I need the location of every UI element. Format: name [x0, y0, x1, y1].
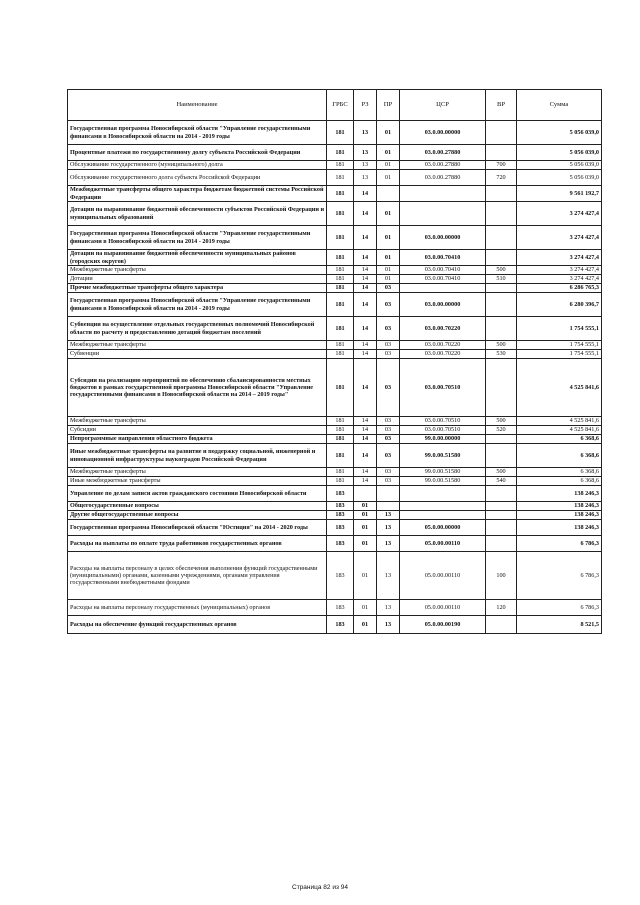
- cell-grbs: 181: [327, 226, 354, 250]
- cell-vr: [486, 435, 517, 444]
- cell-pr: [377, 486, 400, 502]
- cell-name: Межбюджетные трансферты: [68, 341, 327, 350]
- cell-vr: [486, 317, 517, 341]
- cell-rz: 01: [354, 502, 377, 511]
- cell-sum: 3 274 427,4: [517, 202, 602, 226]
- header-name: Наименование: [68, 90, 327, 121]
- cell-name: Непрограммные направления областного бюджета: [68, 435, 327, 444]
- cell-sum: 5 056 039,0: [517, 170, 602, 186]
- table-row: [68, 186, 602, 202]
- cell-rz: 13: [354, 145, 377, 161]
- cell-grbs: 181: [327, 435, 354, 444]
- cell-pr: 01: [377, 121, 400, 145]
- table-row: [68, 350, 602, 359]
- cell-sum: 6 786,3: [517, 600, 602, 616]
- cell-vr: 510: [486, 275, 517, 284]
- cell-sum: 5 056 039,0: [517, 161, 602, 170]
- cell-rz: 14: [354, 350, 377, 359]
- table-row: [68, 121, 602, 145]
- cell-vr: 100: [486, 552, 517, 600]
- cell-name: Общегосударственные вопросы: [68, 502, 327, 511]
- cell-csr: 05.0.00.00110: [400, 536, 486, 552]
- table-row: [68, 417, 602, 426]
- cell-csr: 99.0.00.51580: [400, 444, 486, 468]
- cell-vr: [486, 616, 517, 634]
- cell-rz: 14: [354, 426, 377, 435]
- cell-csr: 05.0.00.00110: [400, 552, 486, 600]
- cell-csr: 03.0.00.27880: [400, 145, 486, 161]
- cell-name: Государственная программа Новосибирской области "Управление государственными финансами в Новосибирской области на 2014 - 2019 годы: [68, 121, 327, 145]
- cell-rz: 14: [354, 359, 377, 417]
- cell-pr: 01: [377, 226, 400, 250]
- cell-vr: 520: [486, 426, 517, 435]
- cell-pr: 03: [377, 468, 400, 477]
- cell-rz: 14: [354, 417, 377, 426]
- cell-rz: 14: [354, 468, 377, 477]
- cell-rz: 14: [354, 317, 377, 341]
- cell-sum: 6 280 396,7: [517, 293, 602, 317]
- cell-name: Дотации на выравнивание бюджетной обеспеченности субъектов Российской Федерации и муниципальных образований: [68, 202, 327, 226]
- cell-pr: [377, 186, 400, 202]
- cell-rz: [354, 486, 377, 502]
- cell-sum: 138 246,3: [517, 502, 602, 511]
- cell-name: Обслуживание государственного (муниципального) долга: [68, 161, 327, 170]
- cell-name: Процентные платежи по государственному долгу субъекта Российской Федерации: [68, 145, 327, 161]
- cell-name: Государственная программа Новосибирской области "Юстиция" на 2014 - 2020 годы: [68, 520, 327, 536]
- cell-sum: 5 056 039,0: [517, 145, 602, 161]
- cell-rz: 01: [354, 616, 377, 634]
- table-row: [68, 616, 602, 634]
- cell-rz: 14: [354, 341, 377, 350]
- cell-grbs: 183: [327, 486, 354, 502]
- cell-name: Расходы на обеспечение функций государственных органов: [68, 616, 327, 634]
- cell-name: Дотации на выравнивание бюджетной обеспеченности муниципальных районов (городских округов): [68, 250, 327, 266]
- cell-vr: 120: [486, 600, 517, 616]
- cell-rz: 14: [354, 266, 377, 275]
- cell-name: Субсидии: [68, 426, 327, 435]
- page-number: Страница 82 из 94: [292, 884, 348, 891]
- cell-pr: 01: [377, 145, 400, 161]
- cell-pr: 03: [377, 350, 400, 359]
- table-row: [68, 202, 602, 226]
- cell-grbs: 181: [327, 266, 354, 275]
- cell-sum: 9 561 192,7: [517, 186, 602, 202]
- cell-grbs: 181: [327, 275, 354, 284]
- cell-csr: 03.0.00.70220: [400, 317, 486, 341]
- cell-grbs: 181: [327, 359, 354, 417]
- cell-grbs: 181: [327, 121, 354, 145]
- table-row: [68, 444, 602, 468]
- cell-sum: 3 274 427,4: [517, 266, 602, 275]
- table-row: [68, 293, 602, 317]
- cell-csr: [400, 486, 486, 502]
- cell-name: Государственная программа Новосибирской области "Управление государственными финансами в Новосибирской области на 2014 - 2019 годы: [68, 226, 327, 250]
- cell-csr: 03.0.00.70410: [400, 266, 486, 275]
- cell-csr: 03.0.00.70220: [400, 341, 486, 350]
- cell-sum: 1 754 555,1: [517, 317, 602, 341]
- cell-name: Межбюджетные трансферты: [68, 468, 327, 477]
- cell-pr: 03: [377, 444, 400, 468]
- cell-rz: 14: [354, 202, 377, 226]
- cell-name: Управление по делам записи актов гражданского состояния Новосибирской области: [68, 486, 327, 502]
- cell-pr: 03: [377, 435, 400, 444]
- table-row: [68, 520, 602, 536]
- cell-name: Государственная программа Новосибирской области "Управление государственными финансами в Новосибирской области на 2014 - 2019 годы: [68, 293, 327, 317]
- cell-pr: 03: [377, 284, 400, 293]
- cell-grbs: 181: [327, 426, 354, 435]
- cell-grbs: 181: [327, 444, 354, 468]
- cell-pr: 13: [377, 600, 400, 616]
- cell-rz: 01: [354, 600, 377, 616]
- cell-vr: [486, 486, 517, 502]
- cell-grbs: 181: [327, 477, 354, 486]
- cell-csr: 99.0.00.00000: [400, 435, 486, 444]
- cell-grbs: 181: [327, 417, 354, 426]
- cell-name: Иные межбюджетные трансферты на развитие и поддержку социальной, инженерной и инновационной инфраструктуры наукоградов Российской Федерации: [68, 444, 327, 468]
- cell-sum: 5 056 039,0: [517, 121, 602, 145]
- cell-grbs: 183: [327, 511, 354, 520]
- cell-rz: 14: [354, 186, 377, 202]
- table-row: [68, 170, 602, 186]
- cell-csr: 03.0.00.00000: [400, 121, 486, 145]
- cell-pr: 13: [377, 536, 400, 552]
- budget-table: [67, 89, 602, 634]
- table-row: [68, 536, 602, 552]
- cell-vr: [486, 444, 517, 468]
- cell-csr: 03.0.00.70220: [400, 350, 486, 359]
- cell-grbs: 183: [327, 536, 354, 552]
- cell-csr: 03.0.00.27880: [400, 170, 486, 186]
- header-sum: Сумма: [517, 90, 602, 121]
- cell-rz: 14: [354, 284, 377, 293]
- table-row: [68, 435, 602, 444]
- cell-vr: [486, 536, 517, 552]
- cell-grbs: 183: [327, 502, 354, 511]
- table-row: [68, 284, 602, 293]
- cell-vr: 540: [486, 477, 517, 486]
- cell-rz: 14: [354, 435, 377, 444]
- cell-name: Расходы на выплаты персоналу государственных (муниципальных) органов: [68, 600, 327, 616]
- cell-sum: 3 274 427,4: [517, 275, 602, 284]
- table-body: [68, 121, 602, 634]
- cell-rz: 14: [354, 293, 377, 317]
- cell-vr: 500: [486, 417, 517, 426]
- table-row: [68, 266, 602, 275]
- cell-pr: 01: [377, 250, 400, 266]
- cell-csr: 03.0.00.70510: [400, 359, 486, 417]
- table-row: [68, 600, 602, 616]
- header-vr: ВР: [486, 90, 517, 121]
- cell-csr: 99.0.00.51580: [400, 468, 486, 477]
- cell-vr: [486, 520, 517, 536]
- cell-vr: 500: [486, 468, 517, 477]
- cell-name: Субсидии на реализацию мероприятий по обеспечению сбалансированности местных бюджетов в рамках государственной программы Новосибирской области "Управление государственными финансами в Новосибирской области на 2014 – 2019 годы": [68, 359, 327, 417]
- cell-grbs: 181: [327, 145, 354, 161]
- cell-sum: 6 368,6: [517, 477, 602, 486]
- cell-csr: 03.0.00.00000: [400, 293, 486, 317]
- cell-name: Прочие межбюджетные трансферты общего характера: [68, 284, 327, 293]
- cell-grbs: 181: [327, 186, 354, 202]
- cell-name: Иные межбюджетные трансферты: [68, 477, 327, 486]
- cell-rz: 14: [354, 275, 377, 284]
- header-pr: ПР: [377, 90, 400, 121]
- header-csr: ЦСР: [400, 90, 486, 121]
- cell-vr: [486, 250, 517, 266]
- cell-grbs: 181: [327, 161, 354, 170]
- cell-vr: [486, 502, 517, 511]
- cell-name: Обслуживание государственного долга субъекта Российской Федерации: [68, 170, 327, 186]
- cell-pr: 03: [377, 426, 400, 435]
- cell-vr: [486, 145, 517, 161]
- cell-name: Межбюджетные трансферты: [68, 266, 327, 275]
- table-row: [68, 502, 602, 511]
- table-row: [68, 250, 602, 266]
- cell-sum: 1 754 555,1: [517, 341, 602, 350]
- cell-rz: 01: [354, 552, 377, 600]
- cell-rz: 13: [354, 170, 377, 186]
- cell-rz: 01: [354, 520, 377, 536]
- cell-csr: 03.0.00.00000: [400, 226, 486, 250]
- cell-csr: [400, 186, 486, 202]
- cell-grbs: 181: [327, 293, 354, 317]
- cell-vr: [486, 186, 517, 202]
- cell-grbs: 181: [327, 350, 354, 359]
- cell-csr: 03.0.00.70510: [400, 417, 486, 426]
- cell-name: Дотации: [68, 275, 327, 284]
- cell-vr: 530: [486, 350, 517, 359]
- cell-vr: 500: [486, 341, 517, 350]
- cell-grbs: 183: [327, 600, 354, 616]
- table-row: [68, 341, 602, 350]
- cell-vr: 700: [486, 161, 517, 170]
- cell-sum: 6 286 765,3: [517, 284, 602, 293]
- cell-sum: 3 274 427,4: [517, 226, 602, 250]
- cell-pr: 01: [377, 161, 400, 170]
- cell-csr: [400, 511, 486, 520]
- cell-grbs: 181: [327, 317, 354, 341]
- cell-csr: [400, 284, 486, 293]
- cell-vr: [486, 359, 517, 417]
- cell-sum: 4 525 841,6: [517, 359, 602, 417]
- cell-csr: 03.0.00.27880: [400, 161, 486, 170]
- cell-pr: 13: [377, 520, 400, 536]
- table-row: [68, 511, 602, 520]
- cell-name: Другие общегосударственные вопросы: [68, 511, 327, 520]
- cell-sum: 3 274 427,4: [517, 250, 602, 266]
- cell-sum: 6 786,3: [517, 536, 602, 552]
- cell-vr: [486, 284, 517, 293]
- cell-vr: [486, 511, 517, 520]
- cell-vr: [486, 226, 517, 250]
- cell-sum: 138 246,3: [517, 520, 602, 536]
- cell-csr: 03.0.00.70510: [400, 426, 486, 435]
- table-row: [68, 359, 602, 417]
- table-row: [68, 426, 602, 435]
- cell-name: Межбюджетные трансферты общего характера бюджетам бюджетной системы Российской Федерации: [68, 186, 327, 202]
- cell-rz: 13: [354, 121, 377, 145]
- cell-rz: 14: [354, 444, 377, 468]
- cell-csr: [400, 502, 486, 511]
- cell-sum: 6 368,6: [517, 444, 602, 468]
- cell-sum: 4 525 841,6: [517, 417, 602, 426]
- cell-csr: 05.0.00.00190: [400, 616, 486, 634]
- table-header-row: [68, 90, 602, 121]
- cell-grbs: 181: [327, 202, 354, 226]
- cell-rz: 14: [354, 477, 377, 486]
- cell-vr: 500: [486, 266, 517, 275]
- cell-csr: [400, 202, 486, 226]
- table-row: [68, 552, 602, 600]
- cell-rz: 13: [354, 161, 377, 170]
- cell-grbs: 181: [327, 284, 354, 293]
- cell-pr: 03: [377, 359, 400, 417]
- cell-pr: 01: [377, 275, 400, 284]
- cell-rz: 14: [354, 250, 377, 266]
- cell-grbs: 183: [327, 520, 354, 536]
- table-row: [68, 145, 602, 161]
- cell-rz: 14: [354, 226, 377, 250]
- cell-pr: 13: [377, 552, 400, 600]
- cell-sum: 4 525 841,6: [517, 426, 602, 435]
- cell-sum: 6 368,6: [517, 435, 602, 444]
- cell-pr: 01: [377, 202, 400, 226]
- cell-sum: 138 246,3: [517, 511, 602, 520]
- cell-pr: 03: [377, 293, 400, 317]
- cell-vr: [486, 121, 517, 145]
- table-row: [68, 468, 602, 477]
- cell-pr: [377, 502, 400, 511]
- cell-rz: 01: [354, 536, 377, 552]
- cell-sum: 6 368,6: [517, 468, 602, 477]
- cell-grbs: 181: [327, 341, 354, 350]
- table-row: [68, 275, 602, 284]
- table-row: [68, 317, 602, 341]
- cell-name: Расходы на выплаты персоналу в целях обеспечения выполнения функций государственными (муниципальными) органами, казенными учреждениями, органами управления государственными внебюджетными фондами: [68, 552, 327, 600]
- cell-grbs: 183: [327, 552, 354, 600]
- cell-sum: 8 521,5: [517, 616, 602, 634]
- cell-csr: 05.0.00.00000: [400, 520, 486, 536]
- table-row: [68, 477, 602, 486]
- cell-pr: 01: [377, 170, 400, 186]
- cell-vr: [486, 293, 517, 317]
- cell-pr: 03: [377, 341, 400, 350]
- cell-sum: 138 246,3: [517, 486, 602, 502]
- header-rz: РЗ: [354, 90, 377, 121]
- cell-name: Субвенции: [68, 350, 327, 359]
- cell-grbs: 181: [327, 170, 354, 186]
- cell-grbs: 181: [327, 250, 354, 266]
- cell-pr: 03: [377, 417, 400, 426]
- cell-csr: 05.0.00.00110: [400, 600, 486, 616]
- cell-pr: 01: [377, 266, 400, 275]
- cell-csr: 99.0.00.51580: [400, 477, 486, 486]
- cell-vr: [486, 202, 517, 226]
- cell-name: Межбюджетные трансферты: [68, 417, 327, 426]
- table-row: [68, 486, 602, 502]
- cell-pr: 03: [377, 317, 400, 341]
- cell-name: Расходы на выплаты по оплате труда работников государственных органов: [68, 536, 327, 552]
- cell-grbs: 183: [327, 616, 354, 634]
- cell-csr: 03.0.00.70410: [400, 275, 486, 284]
- cell-grbs: 181: [327, 468, 354, 477]
- cell-vr: 720: [486, 170, 517, 186]
- cell-sum: 6 786,3: [517, 552, 602, 600]
- table-row: [68, 226, 602, 250]
- header-grbs: ГРБС: [327, 90, 354, 121]
- cell-csr: 03.0.00.70410: [400, 250, 486, 266]
- cell-rz: 01: [354, 511, 377, 520]
- cell-name: Субвенции на осуществление отдельных государственных полномочий Новосибирской области по расчету и предоставлению дотаций бюджетам поселений: [68, 317, 327, 341]
- table-row: [68, 161, 602, 170]
- cell-pr: 13: [377, 511, 400, 520]
- cell-pr: 03: [377, 477, 400, 486]
- cell-pr: 13: [377, 616, 400, 634]
- cell-sum: 1 754 555,1: [517, 350, 602, 359]
